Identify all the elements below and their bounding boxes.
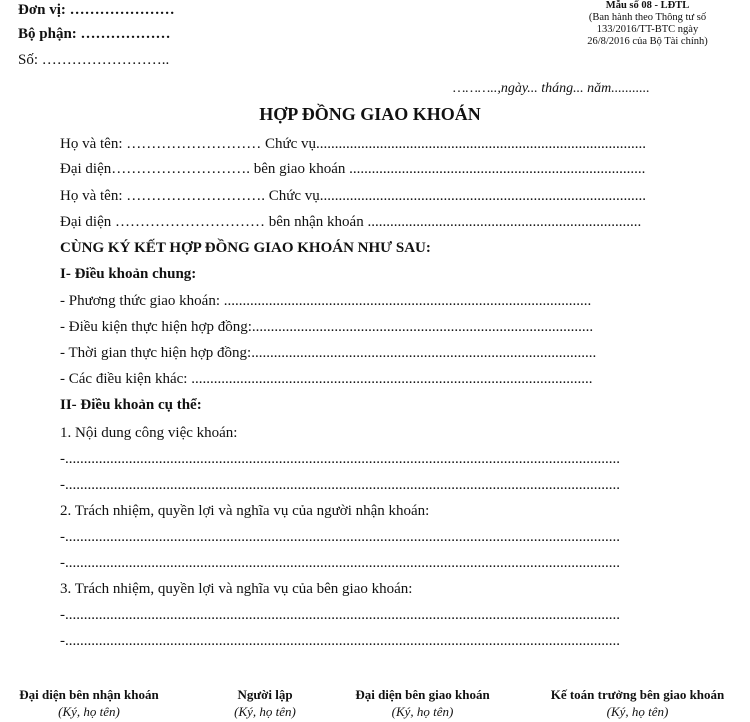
blank-line: -.................................................................................................................................................... [60, 529, 620, 545]
document-number-field: Số: …………………….. [18, 52, 170, 68]
blank-line: -.................................................................................................................................................... [60, 451, 620, 467]
general-term-3: - Thời gian thực hiện hợp đồng:............................................................................................ [60, 345, 597, 361]
general-term-1: - Phương thức giao khoán: .................................................................................................. [60, 293, 592, 309]
issued-line-1: (Ban hành theo Thông tư số [588, 12, 707, 23]
form-code: Mẫu số 08 - LĐTL [605, 0, 690, 11]
signature-chief-accountant [535, 686, 740, 720]
section-1-heading: I- Điều khoản chung: [60, 266, 197, 282]
signature-note: (Ký, họ tên) [391, 704, 454, 719]
section-2-heading: II- Điều khoản cụ thể: [60, 397, 202, 413]
party-line-1: Họ và tên: ……………………… Chức vụ........................................................................................ [60, 136, 647, 152]
signature-title: Người lập [237, 687, 293, 702]
section-2-sub-3: 3. Trách nhiệm, quyền lợi và nghĩa vụ của bên giao khoán: [60, 581, 413, 597]
page-title: HỢP ĐỒNG GIAO KHOÁN [259, 104, 481, 124]
section-2-sub-1: 1. Nội dung công việc khoán: [60, 425, 238, 441]
general-term-4: - Các điều kiện khác: ........................................................................................................... [60, 371, 593, 387]
issued-line-3: 26/8/2016 của Bộ Tài chính) [587, 36, 708, 47]
form-info [560, 0, 735, 48]
party-line-4: Đại diện ………………………… bên nhận khoán ......................................................................... [60, 214, 642, 230]
department-field: Bộ phận: ……………… [18, 26, 171, 42]
signature-title: Đại diện bên nhận khoán [19, 687, 159, 702]
party-line-3: Họ và tên: ………………………. Chức vụ....................................................................................... [60, 188, 647, 204]
signature-receiver [0, 686, 178, 720]
blank-line: -.................................................................................................................................................... [60, 607, 620, 623]
party-line-2: Đại diện………………………. bên giao khoán ............................................................................... [60, 161, 646, 177]
blank-line: -.................................................................................................................................................... [60, 555, 620, 571]
date-line: ………..,ngày... tháng... năm........... [453, 81, 650, 96]
signature-title: Đại diện bên giao khoán [355, 687, 490, 702]
blank-line: -.................................................................................................................................................... [60, 477, 620, 493]
signature-preparer [215, 686, 315, 720]
signature-title: Kế toán trưởng bên giao khoán [550, 687, 725, 702]
general-term-2: - Điều kiện thực hiện hợp đồng:........................................................................................... [60, 319, 594, 335]
issued-line-2: 133/2016/TT-BTC ngày [596, 24, 699, 35]
signature-giver [340, 686, 505, 720]
section-2-sub-2: 2. Trách nhiệm, quyền lợi và nghĩa vụ của người nhận khoán: [60, 503, 430, 519]
blank-line: -.................................................................................................................................................... [60, 633, 620, 649]
signature-note: (Ký, họ tên) [58, 704, 120, 719]
signature-note: (Ký, họ tên) [606, 704, 669, 719]
unit-field: Đơn vị: ………………… [18, 2, 175, 18]
signature-note: (Ký, họ tên) [234, 704, 296, 719]
agreement-heading: CÙNG KÝ KẾT HỢP ĐỒNG GIAO KHOÁN NHƯ SAU: [60, 240, 431, 256]
